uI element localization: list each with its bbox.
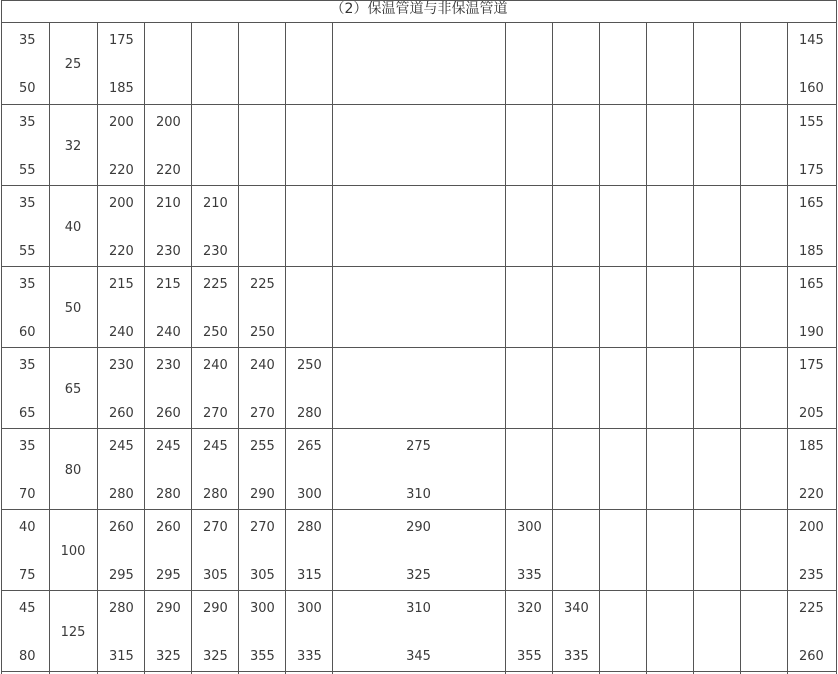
cell-top: 245 <box>109 439 134 454</box>
cell-bottom: 185 <box>109 81 134 96</box>
row-value-top: 35 <box>19 358 36 373</box>
pipe-size: 100 <box>60 544 86 559</box>
cell-bottom: 235 <box>799 568 824 583</box>
cell-top: 175 <box>799 358 824 373</box>
cell-top: 240 <box>203 358 228 373</box>
cell-bottom: 230 <box>156 244 181 259</box>
cell-bottom: 220 <box>109 163 134 178</box>
cell-top: 225 <box>203 277 228 292</box>
cell-bottom: 260 <box>156 406 181 421</box>
cell-bottom: 270 <box>250 406 275 421</box>
grid-line <box>144 22 145 674</box>
grid-line <box>1 347 837 348</box>
pipe-size: 32 <box>64 139 82 154</box>
cell-bottom: 280 <box>297 406 322 421</box>
pipe-size: 50 <box>64 301 82 316</box>
cell-top: 270 <box>203 520 228 535</box>
cell-bottom: 260 <box>109 406 134 421</box>
grid-line <box>238 22 239 674</box>
row-value-bottom: 50 <box>19 81 36 96</box>
cell-top: 225 <box>250 277 275 292</box>
cell-bottom: 335 <box>564 649 589 664</box>
cell-top: 230 <box>109 358 134 373</box>
grid-line <box>740 22 741 674</box>
row-value-top: 35 <box>19 196 36 211</box>
grid-line <box>49 22 50 674</box>
pipe-size: 40 <box>64 220 82 235</box>
row-value-bottom: 55 <box>19 244 36 259</box>
cell-top: 310 <box>406 601 431 616</box>
cell-top: 155 <box>799 115 824 130</box>
grid-line <box>552 22 553 674</box>
grid-line <box>1 185 837 186</box>
grid-line <box>1 509 837 510</box>
cell-top: 260 <box>109 520 134 535</box>
grid-line <box>1 0 2 674</box>
row-value-bottom: 55 <box>19 163 36 178</box>
cell-top: 275 <box>406 439 431 454</box>
cell-top: 200 <box>109 196 134 211</box>
grid-line <box>693 22 694 674</box>
cell-top: 200 <box>799 520 824 535</box>
cell-top: 300 <box>250 601 275 616</box>
cell-top: 300 <box>517 520 542 535</box>
row-value-top: 35 <box>19 115 36 130</box>
cell-bottom: 300 <box>297 487 322 502</box>
cell-bottom: 315 <box>109 649 134 664</box>
cell-bottom: 355 <box>250 649 275 664</box>
pipe-spacing-table <box>1 0 837 674</box>
cell-bottom: 355 <box>517 649 542 664</box>
cell-bottom: 295 <box>109 568 134 583</box>
row-value-bottom: 65 <box>19 406 36 421</box>
cell-top: 200 <box>156 115 181 130</box>
row-value-bottom: 70 <box>19 487 36 502</box>
cell-top: 165 <box>799 277 824 292</box>
cell-bottom: 315 <box>297 568 322 583</box>
grid-line <box>285 22 286 674</box>
cell-bottom: 260 <box>799 649 824 664</box>
row-value-top: 35 <box>19 33 36 48</box>
cell-top: 230 <box>156 358 181 373</box>
cell-bottom: 220 <box>156 163 181 178</box>
cell-top: 280 <box>109 601 134 616</box>
cell-bottom: 175 <box>799 163 824 178</box>
cell-top: 185 <box>799 439 824 454</box>
cell-bottom: 295 <box>156 568 181 583</box>
cell-top: 165 <box>799 196 824 211</box>
grid-line <box>646 22 647 674</box>
cell-top: 215 <box>156 277 181 292</box>
cell-top: 320 <box>517 601 542 616</box>
grid-line <box>836 0 837 674</box>
row-value-top: 40 <box>19 520 36 535</box>
cell-bottom: 190 <box>799 325 824 340</box>
cell-bottom: 250 <box>203 325 228 340</box>
row-value-bottom: 60 <box>19 325 36 340</box>
pipe-size: 25 <box>64 57 82 72</box>
grid-line <box>1 590 837 591</box>
cell-top: 210 <box>156 196 181 211</box>
cell-bottom: 310 <box>406 487 431 502</box>
grid-line <box>1 428 837 429</box>
grid-line <box>1 266 837 267</box>
cell-top: 145 <box>799 33 824 48</box>
cell-bottom: 240 <box>109 325 134 340</box>
cell-bottom: 160 <box>799 81 824 96</box>
cell-top: 250 <box>297 358 322 373</box>
cell-top: 210 <box>203 196 228 211</box>
cell-top: 280 <box>297 520 322 535</box>
cell-bottom: 305 <box>250 568 275 583</box>
cell-bottom: 305 <box>203 568 228 583</box>
grid-line <box>599 22 600 674</box>
cell-bottom: 290 <box>250 487 275 502</box>
cell-bottom: 205 <box>799 406 824 421</box>
grid-line <box>1 22 837 23</box>
cell-top: 265 <box>297 439 322 454</box>
grid-line <box>1 104 837 105</box>
grid-line <box>97 22 98 674</box>
cell-top: 290 <box>156 601 181 616</box>
cell-top: 240 <box>250 358 275 373</box>
cell-top: 215 <box>109 277 134 292</box>
cell-bottom: 240 <box>156 325 181 340</box>
cell-bottom: 325 <box>203 649 228 664</box>
cell-bottom: 220 <box>109 244 134 259</box>
cell-bottom: 335 <box>517 568 542 583</box>
cell-top: 290 <box>203 601 228 616</box>
cell-bottom: 220 <box>799 487 824 502</box>
row-value-top: 35 <box>19 439 36 454</box>
row-value-top: 35 <box>19 277 36 292</box>
cell-top: 225 <box>799 601 824 616</box>
cell-top: 255 <box>250 439 275 454</box>
grid-line <box>191 22 192 674</box>
cell-bottom: 280 <box>109 487 134 502</box>
cell-bottom: 325 <box>156 649 181 664</box>
grid-line <box>1 671 837 672</box>
cell-bottom: 185 <box>799 244 824 259</box>
row-value-top: 45 <box>19 601 36 616</box>
grid-line <box>1 0 837 1</box>
cell-top: 300 <box>297 601 322 616</box>
cell-bottom: 345 <box>406 649 431 664</box>
cell-top: 245 <box>156 439 181 454</box>
cell-top: 200 <box>109 115 134 130</box>
cell-bottom: 335 <box>297 649 322 664</box>
cell-bottom: 325 <box>406 568 431 583</box>
cell-bottom: 230 <box>203 244 228 259</box>
cell-bottom: 250 <box>250 325 275 340</box>
cell-bottom: 280 <box>156 487 181 502</box>
cell-bottom: 280 <box>203 487 228 502</box>
row-value-bottom: 80 <box>19 649 36 664</box>
pipe-size: 125 <box>60 625 86 640</box>
grid-line <box>505 22 506 674</box>
cell-top: 340 <box>564 601 589 616</box>
cell-top: 260 <box>156 520 181 535</box>
grid-line <box>787 22 788 674</box>
row-value-bottom: 75 <box>19 568 36 583</box>
cell-bottom: 270 <box>203 406 228 421</box>
cell-top: 290 <box>406 520 431 535</box>
cell-top: 175 <box>109 33 134 48</box>
pipe-size: 80 <box>64 463 82 478</box>
table-title: （2）保温管道与非保温管道 <box>330 1 508 17</box>
cell-top: 245 <box>203 439 228 454</box>
cell-top: 270 <box>250 520 275 535</box>
pipe-size: 65 <box>64 382 82 397</box>
